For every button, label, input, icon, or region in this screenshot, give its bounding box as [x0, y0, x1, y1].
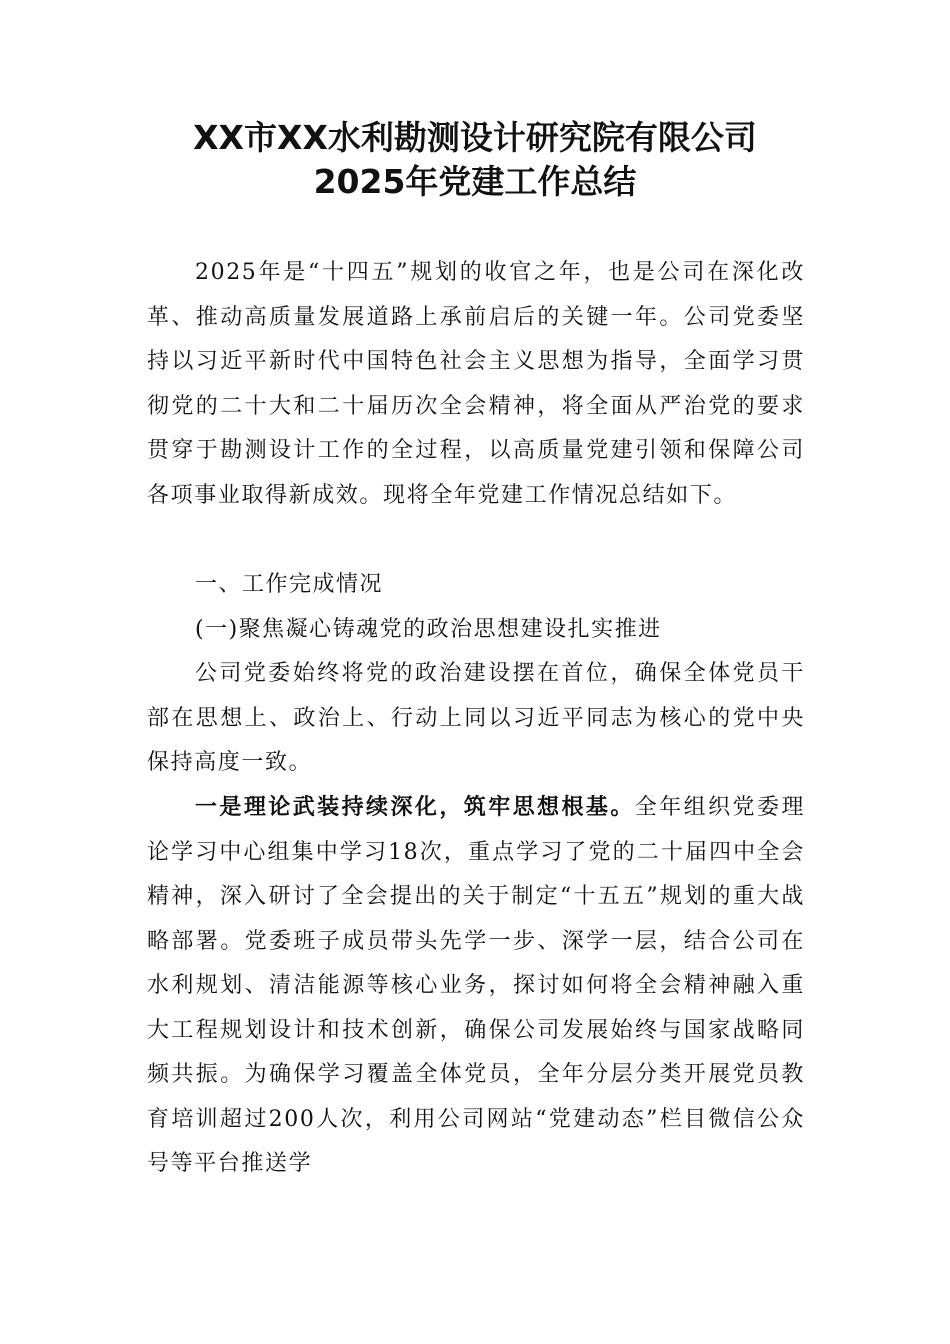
intro-paragraph: 2025年是“十四五”规划的收官之年，也是公司在深化改革、推动高质量发展道路上承前启后的关键一年。公司党委坚持以习近平新时代中国特色社会主义思想为指导，全面学习贯彻党的二十大和二十届历次全会精神，将全面从严治党的要求贯穿于勘测设计工作的全过程，以高质量党建引领和保障公司各项事业取得新成效。现将全年党建工作情况总结如下。 — [147, 260, 805, 508]
document-title-line-2: 2025年党建工作总结 — [313, 162, 637, 201]
section-heading: 一、工作完成情况 — [195, 572, 384, 597]
subsection-paragraph: 公司党委始终将党的政治建设摆在首位，确保全体党员干部在思想上、政治上、行动上同以习近平同志为核心的党中央保持高度一致。 — [147, 661, 805, 775]
item-body-text: 全年组织党委理论学习中心组集中学习18次，重点学习了党的二十届四中全会精神，深入研讨了全会提出的关于制定“十五五”规划的重大战略部署。党委班子成员带头先学一步、深学一层，结合公司在水利规划、清洁能源等核心业务，探讨如何将全会精神融入重大工程规划设计和技术创新，确保公司发展始终与国家战略同频共振。为确保学习覆盖全体党员，全年分层分类开展党员教育培训超过200人次，利用公司网站“党建动态”栏目微信公众号等平台推送学 — [147, 795, 805, 1176]
item-lead-text: 一是理论武装持续深化，筑牢思想根基。 — [195, 795, 635, 820]
item-paragraph — [147, 786, 805, 1187]
subsection-heading: (一)聚焦凝心铸魂党的政治思想建设扎实推进 — [195, 617, 662, 642]
document-title-line-1: XX市XX水利勘测设计研究院有限公司 — [193, 118, 757, 157]
